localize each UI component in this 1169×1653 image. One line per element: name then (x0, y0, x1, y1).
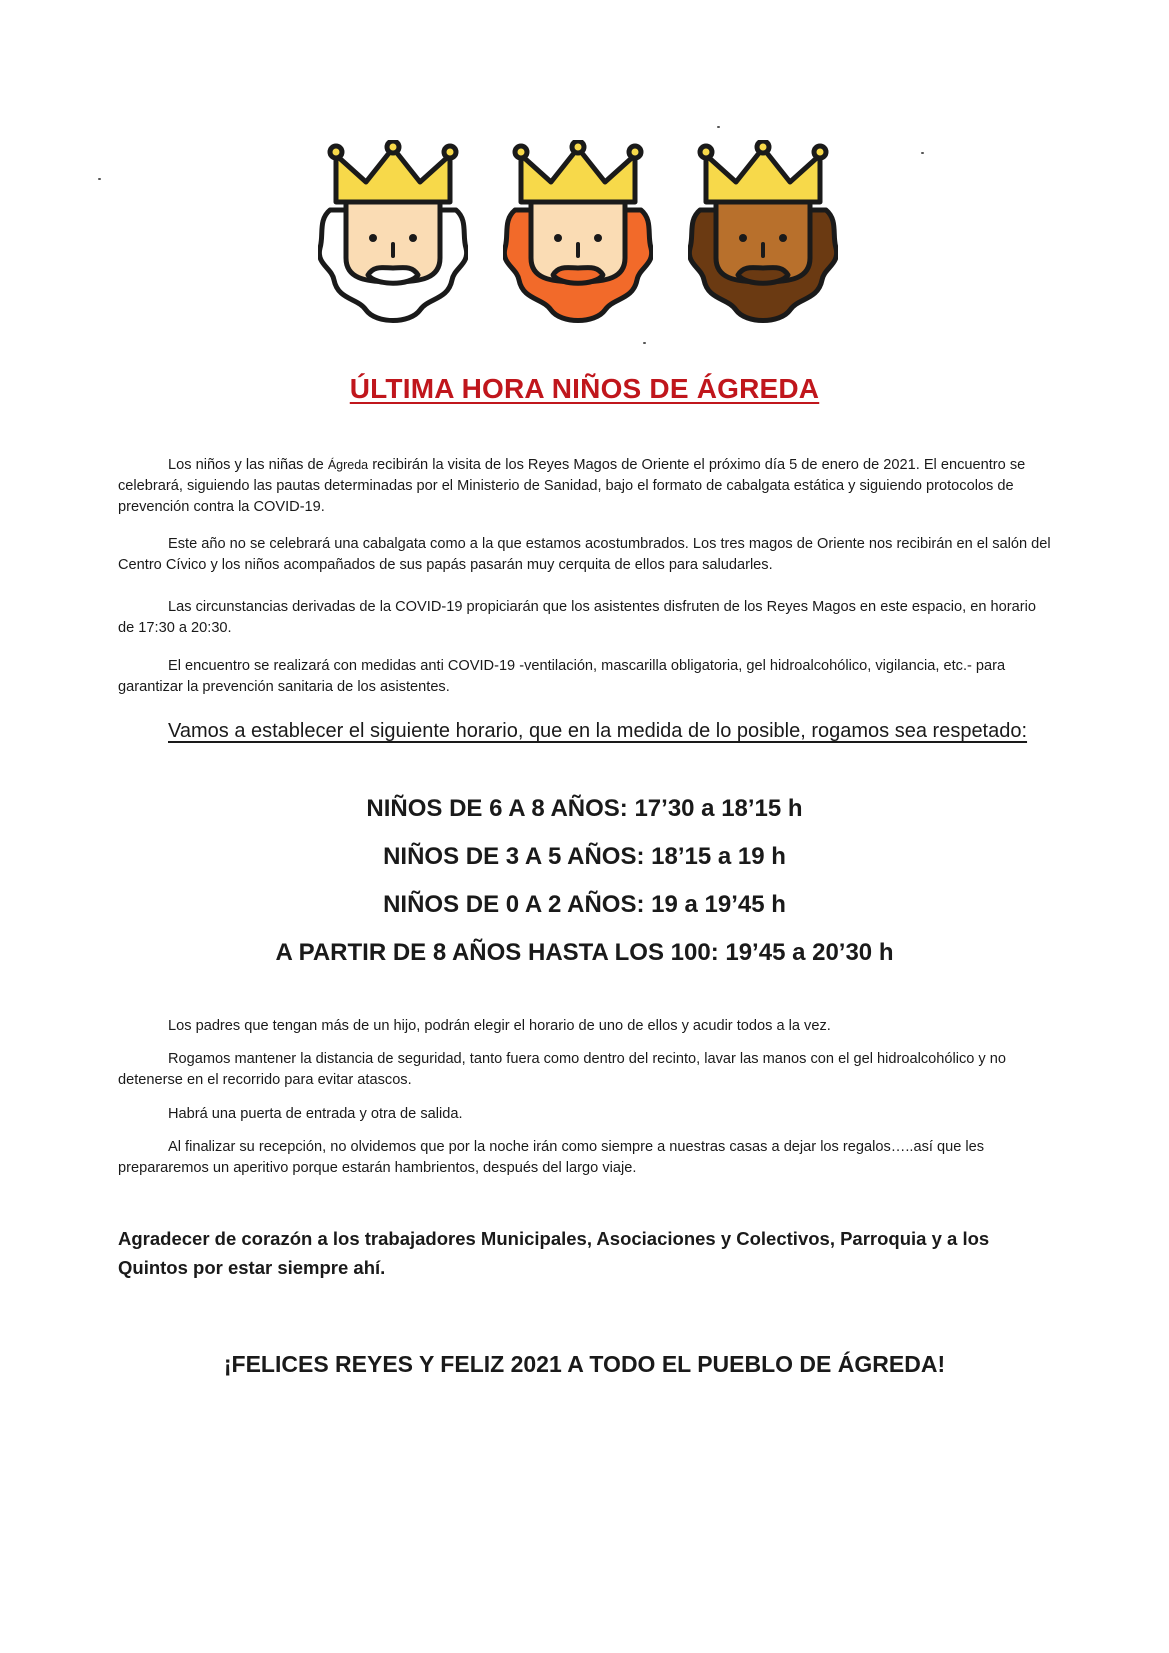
intro-paragraph-1 (118, 455, 1056, 518)
page-title: ÚLTIMA HORA NIÑOS DE ÁGREDA (349, 373, 820, 404)
schedule-intro: Vamos a establecer el siguiente horario, que en la medida de lo posible, rogamos sea respetado: (168, 720, 1028, 742)
note-paragraph-4: Al finalizar su recepción, no olvidemos que por la noche irán como siempre a nuestras casas a dejar los regalos…..así que les prepararemos un aperitivo porque estarán hambrientos, después del largo viaje. (118, 1139, 985, 1176)
scan-speck (717, 126, 720, 128)
closing-message: ¡FELICES REYES Y FELIZ 2021 A TODO EL PUEBLO DE ÁGREDA! (223, 1351, 946, 1377)
schedule-line-1: NIÑOS DE 6 A 8 AÑOS: 17’30 a 18’15 h (366, 795, 803, 822)
king-brown-beard-icon (688, 140, 838, 325)
note-paragraph-3: Habrá una puerta de entrada y otra de salida. (168, 1106, 463, 1122)
town-name: Ágreda (327, 458, 369, 472)
note-paragraph-1: Los padres que tengan más de un hijo, podrán elegir el horario de uno de ellos y acudir todos a la vez. (168, 1018, 831, 1034)
schedule-line-3: NIÑOS DE 0 A 2 AÑOS: 19 a 19’45 h (383, 891, 786, 918)
intro-paragraph-2: Este año no se celebrará una cabalgata como a la que estamos acostumbrados. Los tres magos de Oriente nos recibirán en el salón del Centro Cívico y los niños acompañados de sus papás pasarán muy cerquita de ellos para saludarles. (118, 536, 1051, 573)
intro-text-end: recibirán la visita de los Reyes Magos de Oriente el próximo día 5 de enero de 2021. El encuentro se celebrará, siguiendo las pautas determinadas por el Ministerio de Sanidad, bajo el formato de cabalgata estática y siguiendo protocolos de prevención contra la COVID-19. (118, 457, 1026, 515)
scan-speck (98, 178, 101, 180)
intro-paragraph-3: Las circunstancias derivadas de la COVID-19 propiciarán que los asistentes disfruten de los Reyes Magos en este espacio, en horario de 17:30 a 20:30. (118, 599, 1036, 636)
three-kings-illustration (318, 140, 858, 325)
thanks-paragraph: Agradecer de corazón a los trabajadores Municipales, Asociaciones y Colectivos, Parroquia y a los Quintos por estar siempre ahí. (118, 1228, 990, 1278)
scan-speck (921, 152, 924, 154)
scan-speck (643, 342, 646, 344)
king-white-beard-icon (318, 140, 468, 325)
intro-text-start: Los niños y las niñas de (168, 457, 328, 473)
king-orange-beard-icon (503, 140, 653, 325)
schedule-line-2: NIÑOS DE 3 A 5 AÑOS: 18’15 a 19 h (383, 843, 786, 870)
schedule-line-4: A PARTIR DE 8 AÑOS HASTA LOS 100: 19’45 a 20’30 h (275, 939, 894, 966)
note-paragraph-2: Rogamos mantener la distancia de seguridad, tanto fuera como dentro del recinto, lavar las manos con el gel hidroalcohólico y no detenerse en el recorrido para evitar atascos. (118, 1051, 1007, 1088)
intro-paragraph-4: El encuentro se realizará con medidas anti COVID-19 -ventilación, mascarilla obligatoria, gel hidroalcohólico, vigilancia, etc.- para garantizar la prevención sanitaria de los asistentes. (118, 658, 1006, 695)
